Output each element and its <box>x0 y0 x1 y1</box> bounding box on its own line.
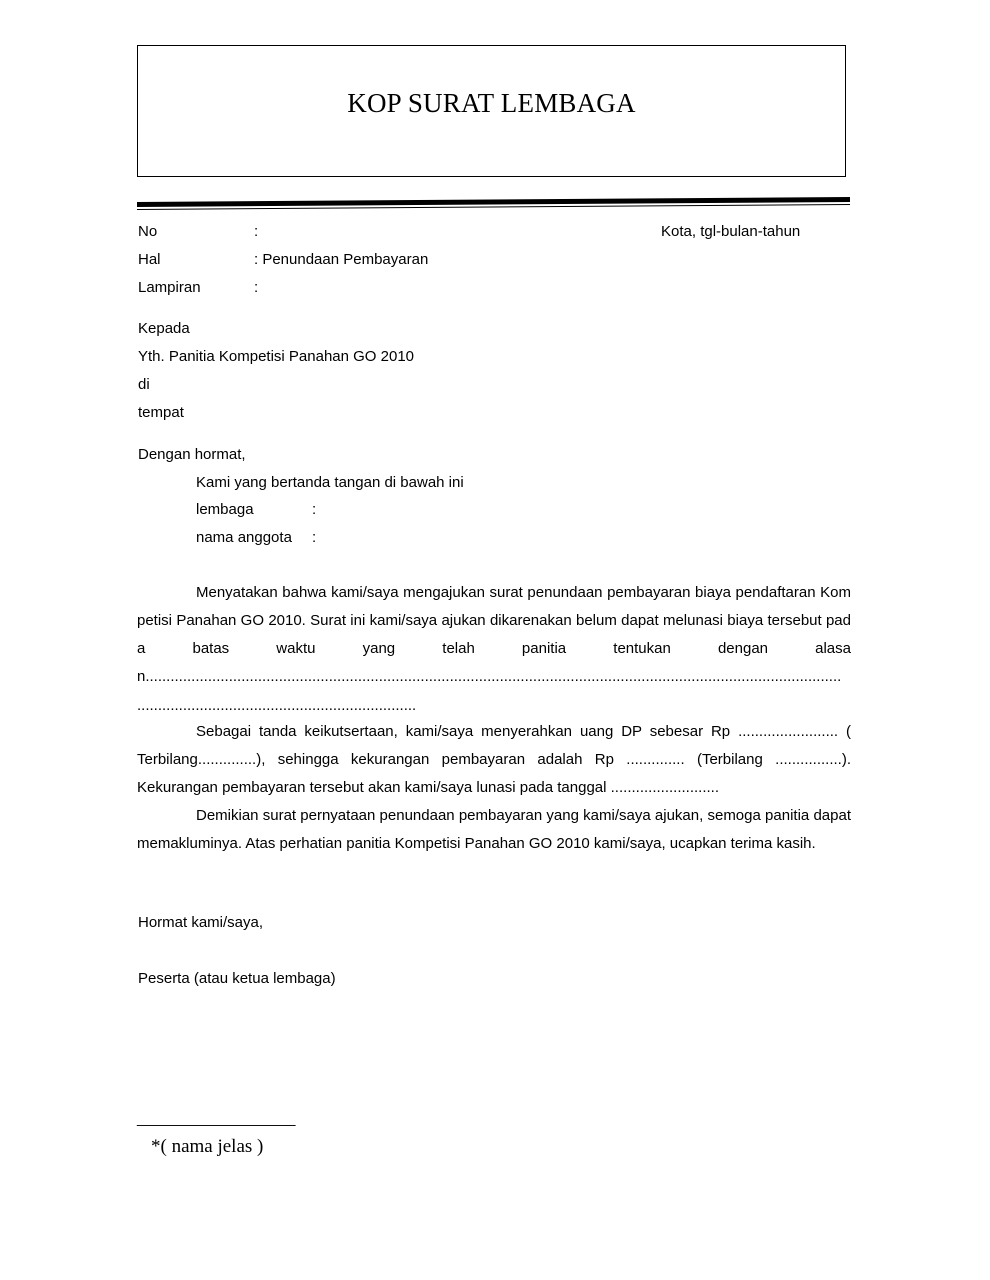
hal-label: Hal <box>138 251 161 268</box>
nama-anggota-label: nama anggota <box>196 529 292 546</box>
salutation: Dengan hormat, <box>138 446 246 463</box>
hal-value: : Penundaan Pembayaran <box>254 251 429 268</box>
recipient-di: di <box>138 376 150 393</box>
intro-sentence: Kami yang bertanda tangan di bawah ini <box>196 474 464 491</box>
lampiran-value: : <box>254 279 259 296</box>
closing-regards: Hormat kami/saya, <box>138 914 264 931</box>
letterhead-divider <box>137 195 850 211</box>
lampiran-label: Lampiran <box>138 279 201 296</box>
letterhead-title: KOP SURAT LEMBAGA <box>347 88 636 118</box>
recipient-name: Yth. Panitia Kompetisi Panahan GO 2010 <box>138 348 415 365</box>
no-value: : <box>254 223 259 240</box>
body-paragraph-1-continuation: ................................................................... <box>137 697 417 714</box>
body-paragraph-3: Demikian surat pernyataan penundaan pembayaran yang kami/saya ajukan, semoga panitia dapat memakluminya. Atas perhatian panitia Kompetisi Panahan GO 2010 kami/saya, ucapkan terima kasih. <box>137 807 851 852</box>
recipient-tempat: tempat <box>138 404 184 421</box>
name-clear-note: *( nama jelas ) <box>151 1136 264 1157</box>
place-date: Kota, tgl-bulan-tahun <box>661 223 801 240</box>
body-paragraph-2: Sebagai tanda keikutsertaan, kami/saya menyerahkan uang DP sebesar Rp ........................ ( Terbilang..............), sehingga kekurangan pembayaran adalah Rp .............. (Terbilang ................). Kekurangan pembayaran tersebut akan kami/saya lunasi pada tanggal .......................... <box>137 723 851 796</box>
nama-anggota-colon: : <box>312 529 317 546</box>
recipient-kepada: Kepada <box>138 320 190 337</box>
lembaga-label: lembaga <box>196 501 254 518</box>
body-paragraph-1: Menyatakan bahwa kami/saya mengajukan surat penundaan pembayaran biaya pendaftaran Kompetisi Panahan GO 2010. Surat ini kami/saya ajukan dikarenakan belum dapat melunasi biaya tersebut pada batas waktu yang telah panitia tentukan dengan alasan....................................................................................................................................................................... <box>137 584 851 685</box>
no-label: No <box>138 223 158 240</box>
letterhead-box <box>137 45 846 177</box>
lembaga-colon: : <box>312 501 317 518</box>
signature-line: ___________________ <box>137 1110 296 1127</box>
closing-signer: Peserta (atau ketua lembaga) <box>138 970 336 987</box>
